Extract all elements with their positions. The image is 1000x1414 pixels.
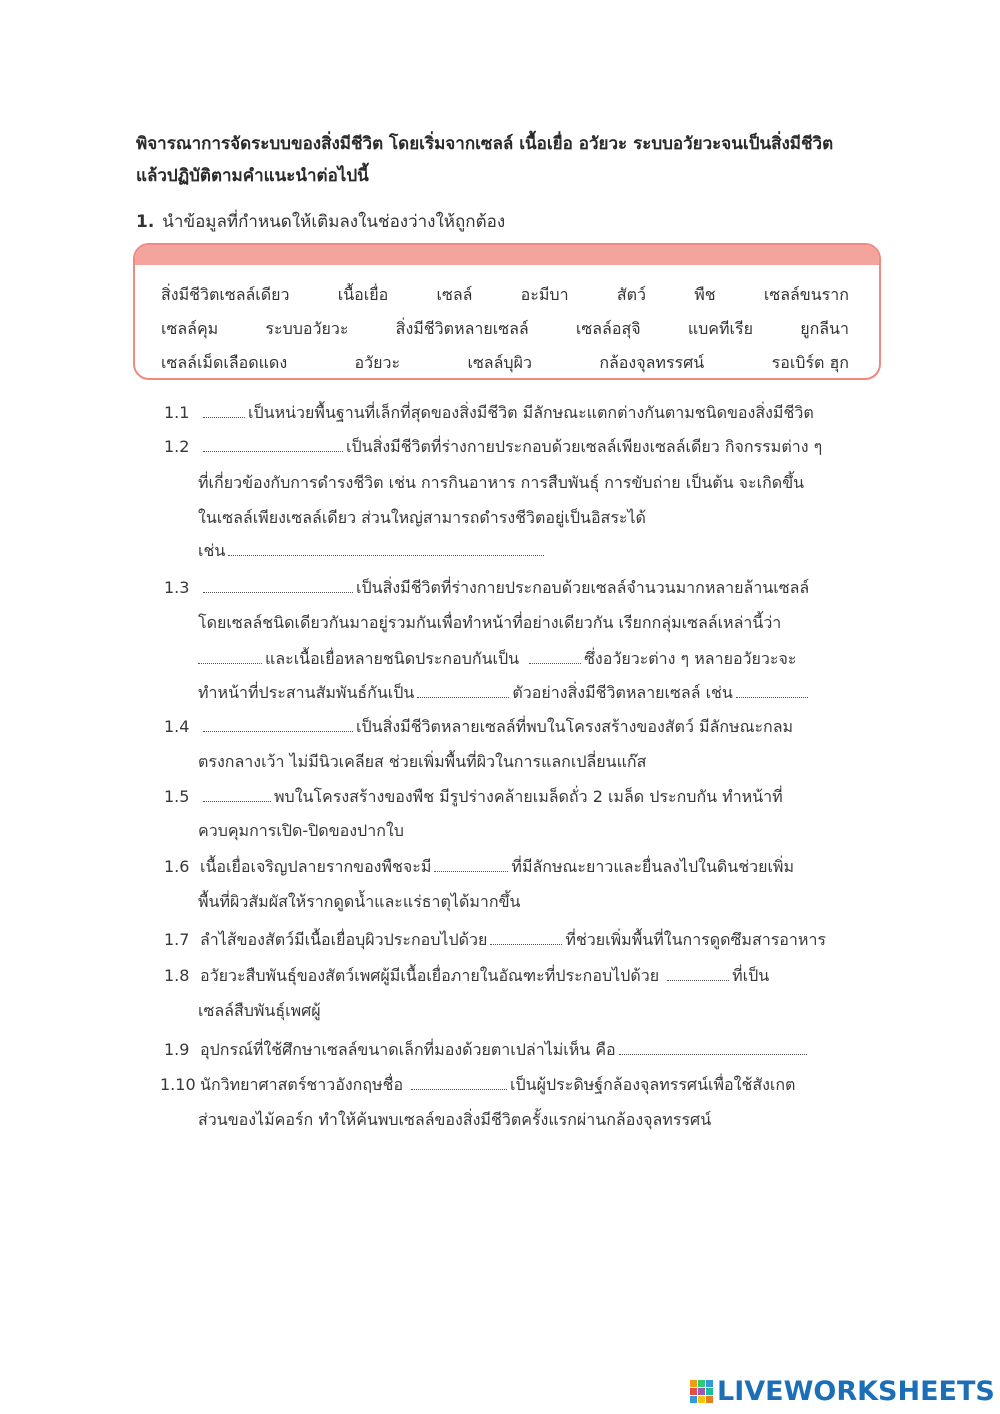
answer-blank[interactable] — [667, 968, 729, 981]
item-text: นักวิทยาศาสตร์ชาวอังกฤษชื่อ — [200, 1075, 404, 1094]
item-1-2 — [164, 436, 822, 458]
item-1-3-line-2: โดยเซลล์ชนิดเดียวกันมาอยู่รวมกันเพื่อทำหน้าที่อย่างเดียวกัน เรียกกลุ่มเซลล์เหล่านี้ว่า — [198, 613, 782, 632]
word-bank-item: เซลล์ขนราก — [763, 285, 849, 304]
item-number: 1.6 — [164, 857, 190, 876]
item-text: เนื้อเยื่อเจริญปลายรากของพืชจะมี — [200, 857, 432, 876]
answer-blank[interactable] — [198, 651, 262, 664]
item-text: เป็นสิ่งมีชีวิตหลายเซลล์ที่พบในโครงสร้างของสัตว์ มีลักษณะกลม — [356, 717, 794, 736]
word-bank-item: เซลล์อสุจิ — [575, 319, 641, 338]
item-number: 1.8 — [164, 966, 190, 985]
answer-blank[interactable] — [417, 685, 509, 698]
item-1-1 — [164, 402, 814, 424]
answer-blank[interactable] — [490, 932, 562, 945]
item-1-3 — [164, 577, 809, 599]
answer-blank[interactable] — [736, 685, 808, 698]
item-text: เป็นผู้ประดิษฐ์กล้องจุลทรรศน์เพื่อใช้สังเกต — [510, 1075, 796, 1094]
liveworksheets-logo — [690, 1376, 995, 1407]
word-bank-item: สัตว์ — [616, 285, 646, 304]
word-bank-row-1 — [161, 283, 849, 308]
word-bank-item: อะมีบา — [520, 285, 569, 304]
item-1-9 — [164, 1039, 810, 1061]
word-bank-item: สิ่งมีชีวิตเซลล์เดียว — [161, 285, 290, 304]
word-bank-item: เซลล์บุผิว — [467, 353, 532, 372]
answer-blank[interactable] — [411, 1077, 507, 1090]
item-text: อวัยวะสืบพันธุ์ของสัตว์เพศผู้มีเนื้อเยื่อภายในอัณฑะที่ประกอบไปด้วย — [200, 966, 660, 985]
word-bank-item: ยูกลีนา — [800, 319, 849, 338]
item-number: 1.10 — [160, 1075, 196, 1094]
item-text: ที่มีลักษณะยาวและยื่นลงไปในดินช่วยเพิ่ม — [511, 857, 795, 876]
answer-blank[interactable] — [203, 439, 343, 452]
word-bank-header-band — [135, 245, 879, 265]
word-bank-item: พืช — [694, 285, 716, 304]
item-1-6-line-2: พื้นที่ผิวสัมผัสให้รากดูดน้ำและแร่ธาตุได้มากขึ้น — [198, 892, 521, 911]
answer-blank[interactable] — [434, 859, 508, 872]
answer-blank[interactable] — [203, 405, 245, 418]
item-1-5 — [164, 786, 783, 808]
item-number: 1.9 — [164, 1040, 190, 1059]
item-1-5-line-2: ควบคุมการเปิด-ปิดของปากใบ — [198, 821, 404, 840]
answer-blank[interactable] — [203, 719, 353, 732]
item-number: 1.2 — [164, 437, 190, 456]
word-bank-item: รอเบิร์ต ฮุก — [771, 353, 849, 372]
item-1-3-line-3 — [198, 648, 796, 670]
word-bank — [133, 243, 881, 380]
instructions-line-2: แล้วปฏิบัติตามคำแนะนำต่อไปนี้ — [136, 166, 369, 186]
logo-text: LIVEWORKSHEETS — [717, 1376, 995, 1407]
word-bank-item: เซลล์คุม — [161, 319, 219, 338]
item-1-7 — [164, 929, 826, 951]
item-text: ที่ช่วยเพิ่มพื้นที่ในการดูดซึมสารอาหาร — [565, 930, 827, 949]
answer-blank[interactable] — [228, 543, 544, 556]
item-text: เป็นสิ่งมีชีวิตที่ร่างกายประกอบด้วยเซลล์จำนวนมากหลายล้านเซลล์ — [356, 578, 810, 597]
item-1-2-line-4 — [198, 540, 547, 562]
item-text: ที่เป็น — [732, 966, 770, 985]
item-text: เช่น — [198, 541, 226, 560]
item-1-2-line-3: ในเซลล์เพียงเซลล์เดียว ส่วนใหญ่สามารถดำรงชีวิตอยู่เป็นอิสระได้ — [198, 508, 646, 527]
word-bank-item: เซลล์เม็ดเลือดแดง — [161, 353, 288, 372]
item-text: เป็นสิ่งมีชีวิตที่ร่างกายประกอบด้วยเซลล์เพียงเซลล์เดียว กิจกรรมต่าง ๆ — [346, 437, 823, 456]
item-text: ลำไส้ของสัตว์มีเนื้อเยื่อบุผิวประกอบไปด้วย — [200, 930, 488, 949]
word-bank-item: เนื้อเยื่อ — [337, 285, 389, 304]
item-number: 1.4 — [164, 717, 190, 736]
word-bank-item: ระบบอวัยวะ — [265, 319, 349, 338]
word-bank-item: แบคทีเรีย — [687, 319, 753, 338]
item-number: 1.5 — [164, 787, 190, 806]
answer-blank[interactable] — [529, 651, 581, 664]
item-1-2-line-2: ที่เกี่ยวข้องกับการดำรงชีวิต เช่น การกินอาหาร การสืบพันธุ์ การขับถ่าย เป็นต้น จะเกิดขึ้น — [198, 473, 805, 492]
question-1 — [136, 208, 505, 236]
item-number: 1.7 — [164, 930, 190, 949]
answer-blank[interactable] — [203, 789, 271, 802]
instructions — [136, 128, 916, 192]
item-text: ซึ่งอวัยวะต่าง ๆ หลายอวัยวะจะ — [584, 649, 797, 668]
item-1-10-line-2: ส่วนของไม้คอร์ก ทำให้ค้นพบเซลล์ของสิ่งมีชีวิตครั้งแรกผ่านกล้องจุลทรรศน์ — [198, 1110, 712, 1129]
answer-blank[interactable] — [619, 1042, 807, 1055]
item-1-8-line-2: เซลล์สืบพันธุ์เพศผู้ — [198, 1001, 321, 1020]
item-text: พบในโครงสร้างของพืช มีรูปร่างคล้ายเมล็ดถั่ว 2 เมล็ด ประกบกัน ทำหน้าที่ — [274, 787, 783, 806]
item-text: ตัวอย่างสิ่งมีชีวิตหลายเซลล์ เช่น — [512, 683, 733, 702]
item-text: ทำหน้าที่ประสานสัมพันธ์กันเป็น — [198, 683, 415, 702]
item-1-4-line-2: ตรงกลางเว้า ไม่มีนิวเคลียส ช่วยเพิ่มพื้นที่ผิวในการแลกเปลี่ยนแก๊ส — [198, 752, 647, 771]
word-bank-item: เซลล์ — [436, 285, 473, 304]
question-1-number: 1. — [136, 212, 155, 232]
item-text: และเนื้อเยื่อหลายชนิดประกอบกันเป็น — [265, 649, 520, 668]
item-text: เป็นหน่วยพื้นฐานที่เล็กที่สุดของสิ่งมีชีวิต มีลักษณะแตกต่างกันตามชนิดของสิ่งมีชีวิต — [248, 403, 814, 422]
item-1-8 — [164, 965, 769, 987]
instructions-line-1: พิจารณาการจัดระบบของสิ่งมีชีวิต โดยเริ่มจากเซลล์ เนื้อเยื่อ อวัยวะ ระบบอวัยวะจนเป็นสิ่งมีชีวิต — [136, 134, 834, 154]
item-number: 1.1 — [164, 403, 190, 422]
word-bank-item: กล้องจุลทรรศน์ — [599, 353, 705, 372]
word-bank-item: สิ่งมีชีวิตหลายเซลล์ — [395, 319, 529, 338]
word-bank-row-3 — [161, 351, 849, 376]
item-1-4 — [164, 716, 793, 738]
word-bank-item: อวัยวะ — [354, 353, 401, 372]
item-1-6 — [164, 856, 794, 878]
word-bank-row-2 — [161, 317, 849, 342]
logo-grid-icon — [690, 1380, 713, 1403]
item-1-10 — [160, 1074, 795, 1096]
question-1-text: นำข้อมูลที่กำหนดให้เติมลงในช่องว่างให้ถูกต้อง — [162, 212, 506, 232]
item-number: 1.3 — [164, 578, 190, 597]
answer-blank[interactable] — [203, 580, 353, 593]
item-text: อุปกรณ์ที่ใช้ศึกษาเซลล์ขนาดเล็กที่มองด้วยตาเปล่าไม่เห็น คือ — [200, 1040, 616, 1059]
item-1-3-line-4 — [198, 682, 811, 704]
